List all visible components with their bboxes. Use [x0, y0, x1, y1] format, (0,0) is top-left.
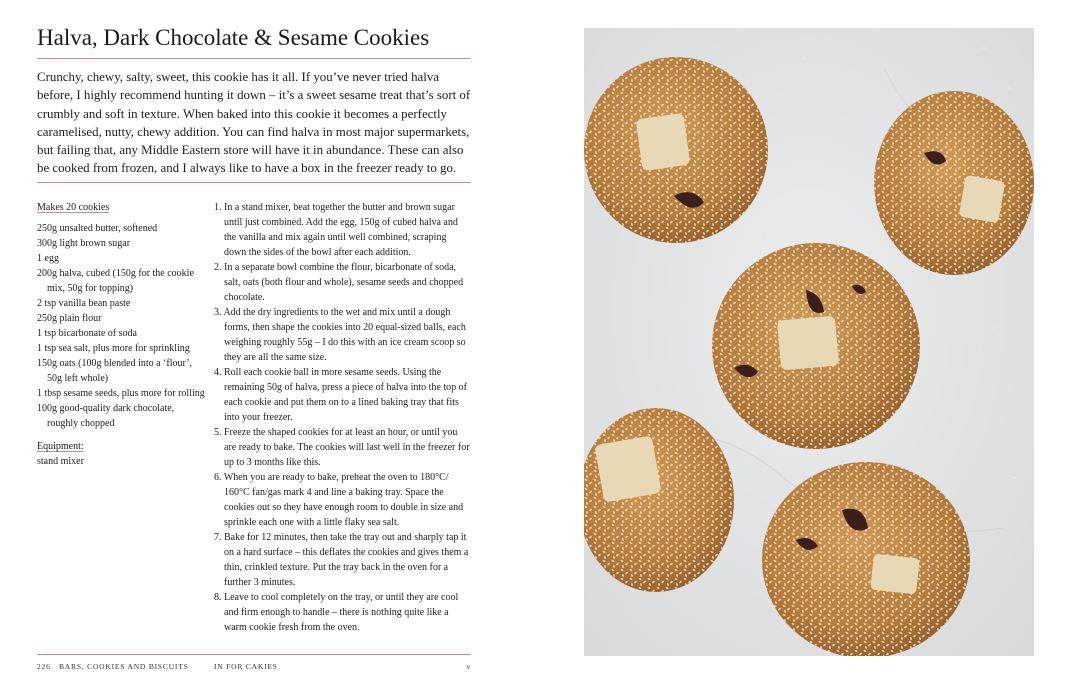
recipe-page	[37, 0, 471, 696]
section-name: BARS, COOKIES AND BISCUITS	[59, 662, 189, 671]
cookies-illustration	[584, 28, 1034, 656]
ingredient-item: 2 tsp vanilla bean paste	[37, 298, 131, 309]
book-title: IN FOR CAKIES	[214, 662, 278, 671]
method-step: 1. In a stand mixer, beat together the butter and brown sugar until just combined. Add the egg, 150g of cubed halva and the vanilla and mix again until well combined, scraping down the sides of the bowl after each addition.	[214, 202, 458, 258]
method-steps	[214, 200, 471, 635]
yield-label: Makes 20 cookies	[37, 202, 110, 213]
equipment-item: stand mixer	[37, 456, 84, 467]
intro-divider	[37, 182, 471, 183]
ingredient-item: 150g oats (100g blended into a ‘flour’, 50g left whole)	[37, 358, 193, 384]
method-step: 4. Roll each cookie ball in more sesame seeds. Using the remaining 50g of halva, press a piece of halva into the top of each cookie and put them on to a lined baking tray that fits into your freezer.	[214, 367, 467, 423]
cookie-top-left	[584, 57, 768, 243]
ingredient-item: 200g halva, cubed (150g for the cookie mix, 50g for topping)	[37, 268, 194, 294]
method-step: 3. Add the dry ingredients to the wet and mix until a dough forms, then shape the cookies into 20 equal-sized balls, each weighing roughly 55g – I do this with an ice cream scoop so they are all the same size.	[214, 307, 466, 363]
method-column	[214, 200, 471, 635]
ingredient-list	[37, 221, 207, 431]
equipment-label: Equipment:	[37, 441, 84, 452]
recipe-title: Halva, Dark Chocolate & Sesame Cookies	[37, 25, 430, 50]
page-number: 226	[37, 662, 51, 671]
cookie-bottom-left	[584, 408, 734, 592]
footer-divider	[37, 654, 471, 655]
cookies-photo	[584, 28, 1034, 656]
ingredient-item: 1 tsp bicarbonate of soda	[37, 328, 137, 339]
method-step: 8. Leave to cool completely on the tray, or until they are cool and firm enough to handle – there is nothing quite like a warm cookie fresh from the oven.	[214, 592, 459, 633]
method-step: 5. Freeze the shaped cookies for at least an hour, or until you are ready to bake. The cookies will last well in the freezer for up to 3 months like this.	[214, 427, 470, 468]
method-step: 2. In a separate bowl combine the flour, bicarbonate of soda, salt, oats (both flour and whole), sesame seeds and chopped chocolate.	[214, 262, 464, 303]
ingredient-item: 100g good-quality dark chocolate, roughly chopped	[37, 403, 175, 429]
cookie-center	[712, 243, 920, 449]
cookie-bottom-right	[762, 462, 970, 656]
ingredient-item: 1 tsp sea salt, plus more for sprinkling	[37, 343, 190, 354]
ingredient-item: 250g plain flour	[37, 313, 102, 324]
ingredient-item: 1 egg	[37, 253, 59, 264]
ingredient-item: 1 tbsp sesame seeds, plus more for rolling	[37, 388, 205, 399]
ingredient-item: 300g light brown sugar	[37, 238, 131, 249]
ingredients-column	[37, 200, 207, 469]
footer-mark: v	[466, 662, 471, 671]
cookie-top-right	[874, 91, 1034, 275]
method-step: 6. When you are ready to bake, preheat the oven to 180°C/ 160°C fan/gas mark 4 and line a baking tray. Space the cookies out so they have enough room to double in size and sprinkle each one with a little flaky sea salt.	[214, 472, 464, 528]
method-step: 7. Bake for 12 minutes, then take the tray out and sharply tap it on a hard surface – this deflates the cookies and gives them a thin, crinkled texture. Put the tray back in the oven for a further 3 minutes.	[214, 532, 469, 588]
recipe-intro: Crunchy, chewy, salty, sweet, this cookie has it all. If you’ve never tried halva before, I highly recommend hunting it down – it’s a sweet sesame treat that’s sort of crumbly and soft in texture. When baked into this cookie it becomes a perfectly caramelised, nutty, chewy addition. You can find halva in most major supermarkets, but failing that, any Middle Eastern store will have it in abundance. These can also be cooked from frozen, and I always like to have a box in the freezer ready to go.	[37, 70, 471, 176]
ingredient-item: 250g unsalted butter, softened	[37, 223, 158, 234]
title-divider	[37, 58, 471, 59]
